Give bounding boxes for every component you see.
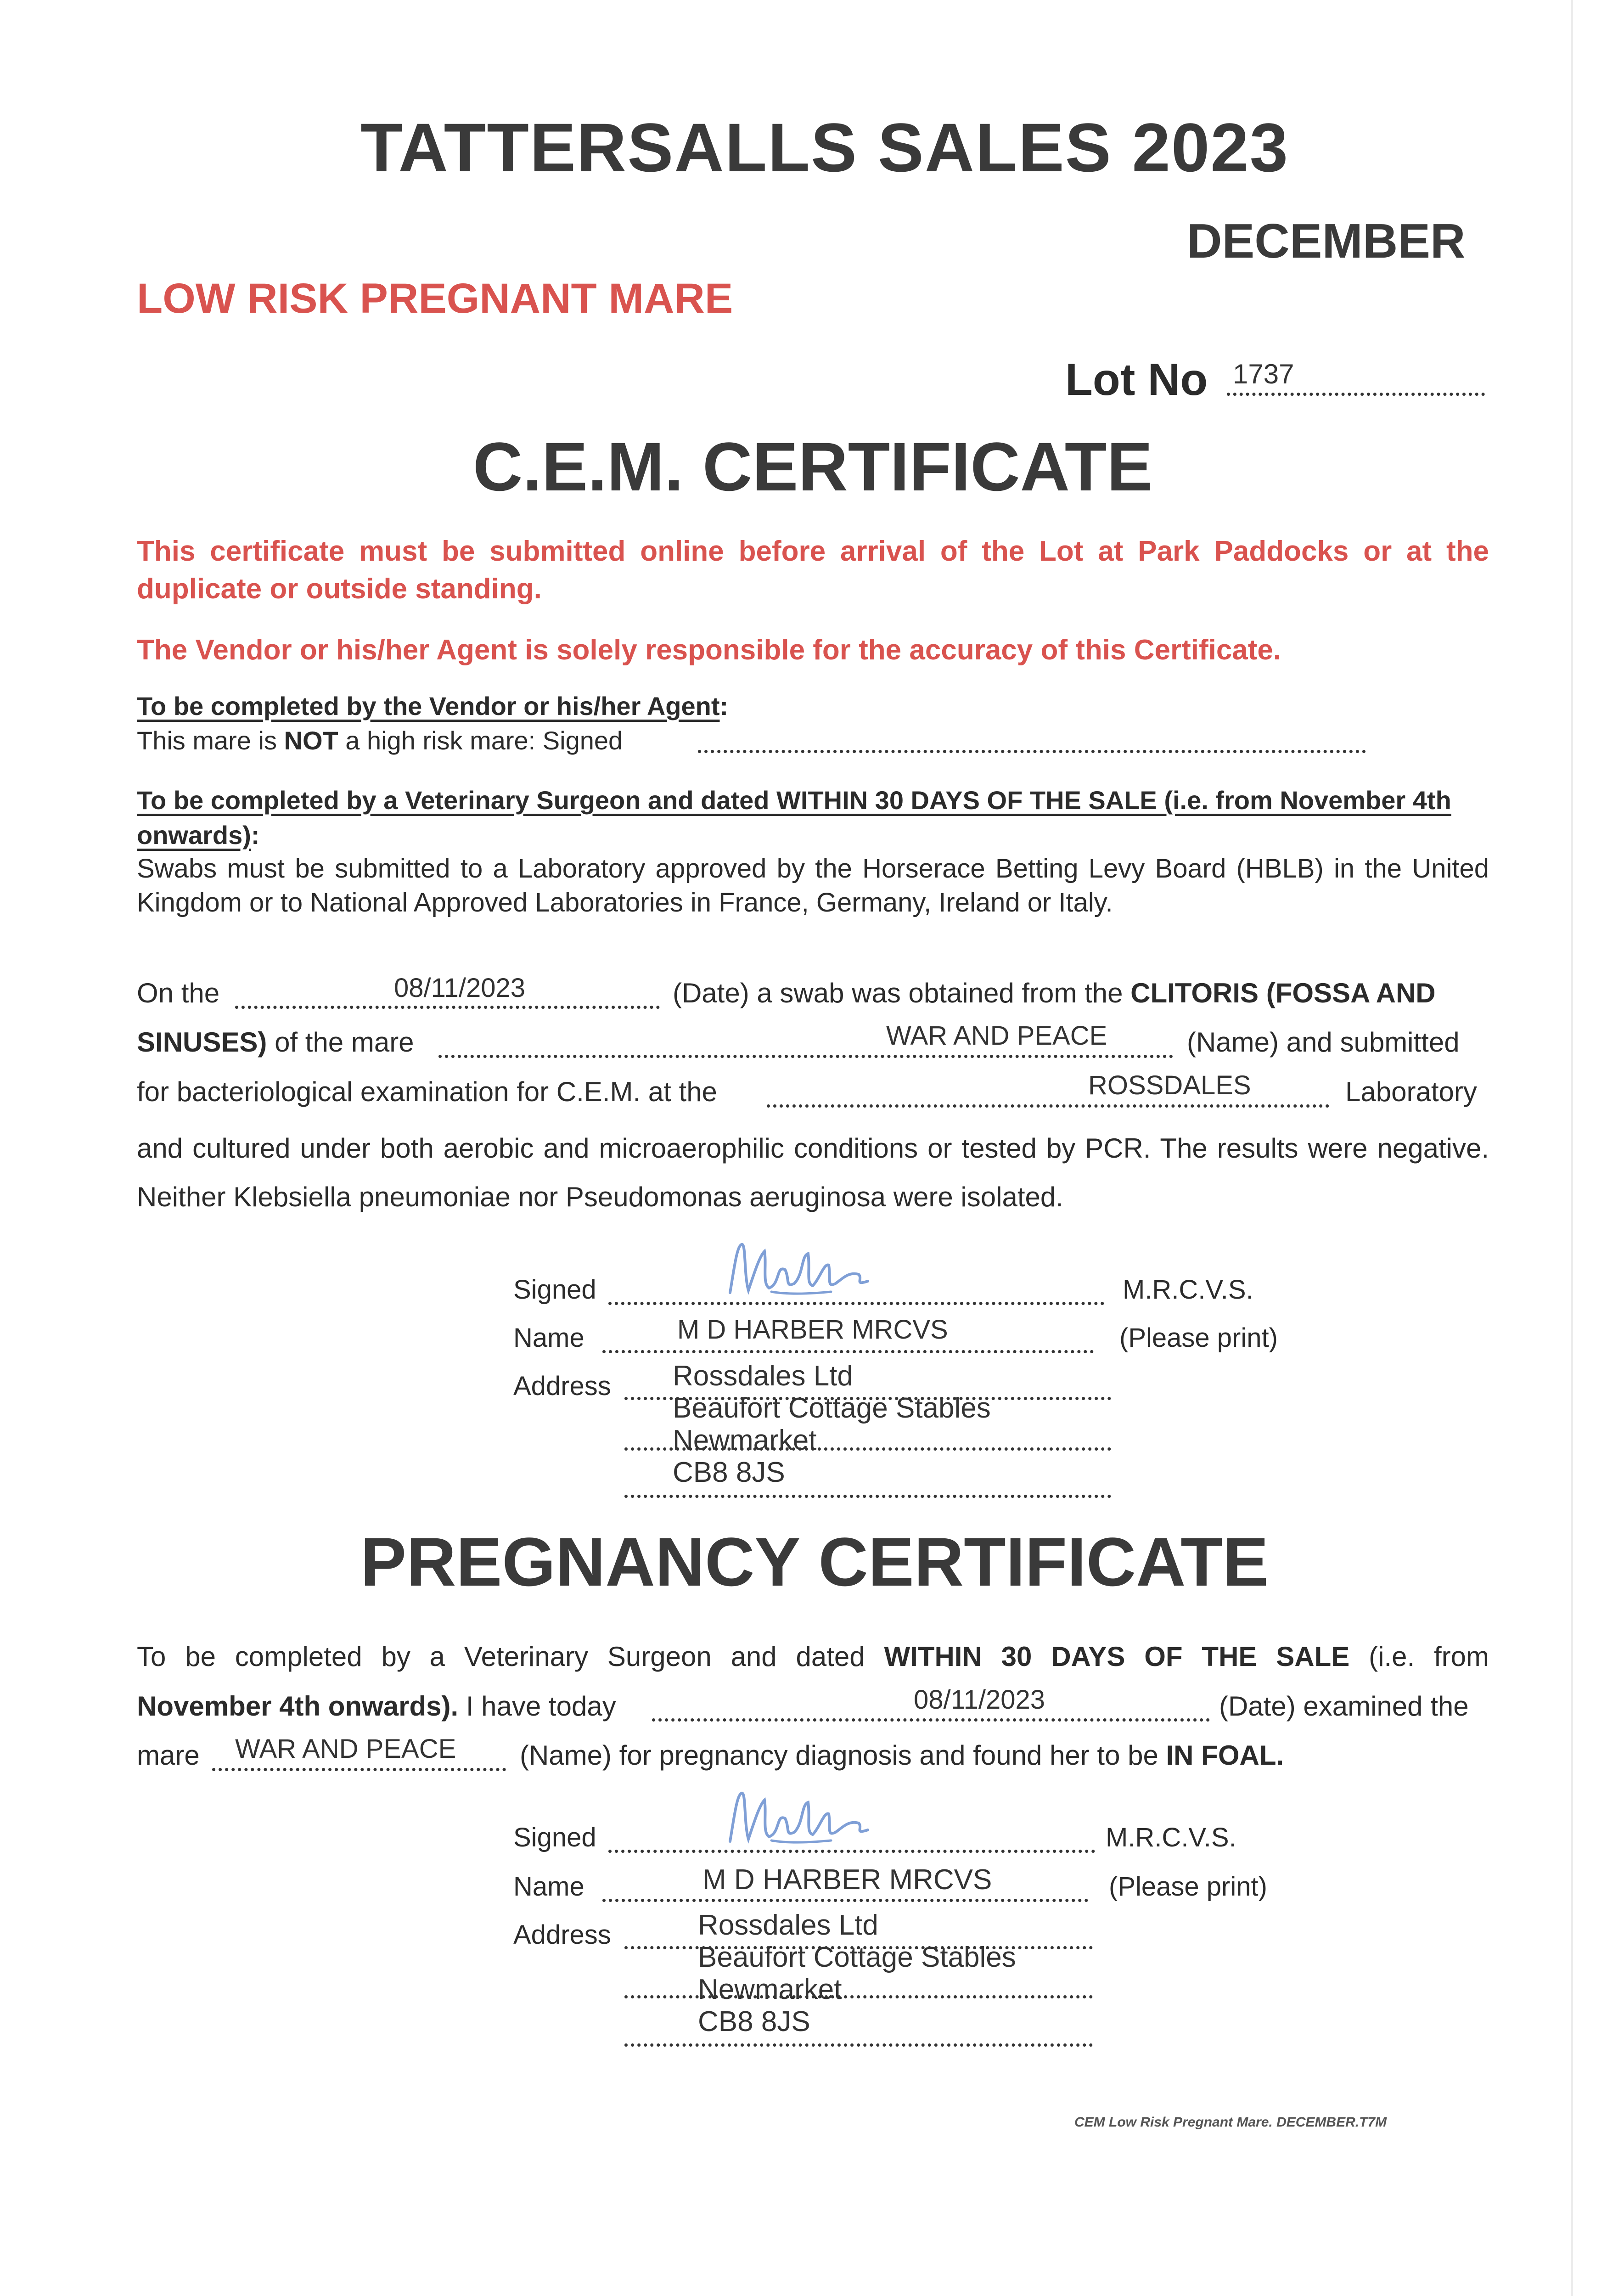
pregnancy-line-2-start: November 4th onwards). I have today: [137, 1691, 616, 1722]
cem-address-line: Rossdales Ltd: [673, 1360, 853, 1392]
preg-signed-label: Signed: [513, 1823, 596, 1852]
preg-signature: [721, 1786, 877, 1855]
vet-instructions: Swabs must be submitted to a Laboratory approved by the Horserace Betting Levy Board (HBLB) in the United Kingdom or to National Approved Laboratories in France, Germany, Ireland or Italy.: [137, 854, 1489, 917]
vendor-heading: To be completed by the Vendor or his/her Agent:: [137, 692, 729, 720]
pregnancy-line-2-end: (Date) examined the: [1219, 1691, 1469, 1722]
cem-name-label: Name: [513, 1323, 584, 1353]
cem-mrcvs: M.R.C.V.S.: [1123, 1275, 1253, 1305]
cem-signature: [721, 1238, 877, 1306]
swab-date-line: [235, 1006, 660, 1009]
preg-name-label: Name: [513, 1872, 584, 1902]
lot-number: 1737: [1233, 359, 1294, 389]
preg-mrcvs: M.R.C.V.S.: [1106, 1823, 1236, 1852]
mare-category: LOW RISK PREGNANT MARE: [137, 275, 733, 322]
vendor-signature-line: [698, 750, 1366, 753]
cem-vet-name-line: [602, 1350, 1094, 1353]
vet-heading: To be completed by a Veterinary Surgeon and dated WITHIN 30 DAYS OF THE SALE (i.e. from November 4th onwards):: [137, 786, 1451, 850]
name-submitted-text: (Name) and submitted: [1187, 1027, 1460, 1058]
pregnancy-mare-text: mare: [137, 1740, 200, 1771]
preg-address-label: Address: [513, 1920, 611, 1950]
cem-signed-label: Signed: [513, 1275, 596, 1305]
preg-address-line: Newmarket: [698, 1974, 842, 2005]
preg-vet-name: M D HARBER MRCVS: [702, 1864, 992, 1896]
exam-date-line: [652, 1718, 1210, 1722]
preg-address-line: Rossdales Ltd: [698, 1909, 878, 1941]
pregnancy-title: PREGNANCY CERTIFICATE: [360, 1523, 1269, 1600]
preg-address-line: CB8 8JS: [698, 2006, 810, 2037]
cem-address-line-3: [624, 1495, 1111, 1498]
scan-edge: [1571, 0, 1573, 2296]
document-title: TATTERSALLS SALES 2023: [360, 109, 1289, 186]
mare-name-line: [438, 1055, 1173, 1058]
pregnancy-mare-line: [212, 1768, 506, 1771]
cem-address-line: Newmarket: [673, 1424, 817, 1456]
vendor-statement: This mare is NOT a high risk mare: Signed: [137, 726, 623, 755]
cem-vet-name: M D HARBER MRCVS: [677, 1315, 948, 1345]
date-swab-text: (Date) a swab was obtained from the CLITORIS (FOSSA AND: [673, 978, 1436, 1008]
lot-number-line: [1227, 393, 1485, 396]
preg-vet-name-line: [602, 1899, 1088, 1902]
laboratory-text: Laboratory: [1345, 1076, 1477, 1107]
swab-date-value: 08/11/2023: [394, 973, 525, 1003]
responsibility-notice: The Vendor or his/her Agent is solely responsible for the accuracy of this Certificate.: [137, 634, 1281, 666]
cem-please-print: (Please print): [1119, 1323, 1278, 1353]
preg-address-line: Beaufort Cottage Stables: [698, 1941, 1016, 1973]
cem-address-line: Beaufort Cottage Stables: [673, 1392, 991, 1424]
sale-name: DECEMBER: [1187, 214, 1466, 268]
mare-name-value: WAR AND PEACE: [886, 1021, 1107, 1051]
preg-address-line-3: [624, 2043, 1093, 2047]
laboratory-value: ROSSDALES: [1088, 1070, 1251, 1100]
pregnancy-mare-name: WAR AND PEACE: [235, 1734, 456, 1764]
laboratory-line: [767, 1104, 1329, 1108]
pregnancy-line-1: To be completed by a Veterinary Surgeon and dated WITHIN 30 DAYS OF THE SALE (i.e. from: [137, 1641, 1489, 1672]
cem-address-label: Address: [513, 1371, 611, 1401]
pregnancy-line-3-end: (Name) for pregnancy diagnosis and found her to be IN FOAL.: [520, 1740, 1284, 1771]
of-mare-text: SINUSES) of the mare: [137, 1027, 414, 1058]
preg-address-line-2: [624, 1995, 1093, 1998]
lot-label: Lot No: [1065, 354, 1208, 405]
on-the-text: On the: [137, 978, 220, 1008]
submission-notice: This certificate must be submitted online before arrival of the Lot at Park Paddocks or at the duplicate or outside standing.: [137, 535, 1489, 605]
footer-code: CEM Low Risk Pregnant Mare. DECEMBER.T7M: [1074, 2115, 1387, 2130]
preg-please-print: (Please print): [1109, 1872, 1267, 1902]
results-text: and cultured under both aerobic and microaerophilic conditions or tested by PCR. The results were negative. Neither Klebsiella pneumoniae nor Pseudomonas aeruginosa were isolated.: [137, 1133, 1489, 1212]
for-exam-text: for bacteriological examination for C.E.M. at the: [137, 1076, 717, 1107]
cem-address-line: CB8 8JS: [673, 1457, 785, 1488]
cem-title: C.E.M. CERTIFICATE: [473, 428, 1153, 505]
exam-date-value: 08/11/2023: [914, 1685, 1045, 1715]
